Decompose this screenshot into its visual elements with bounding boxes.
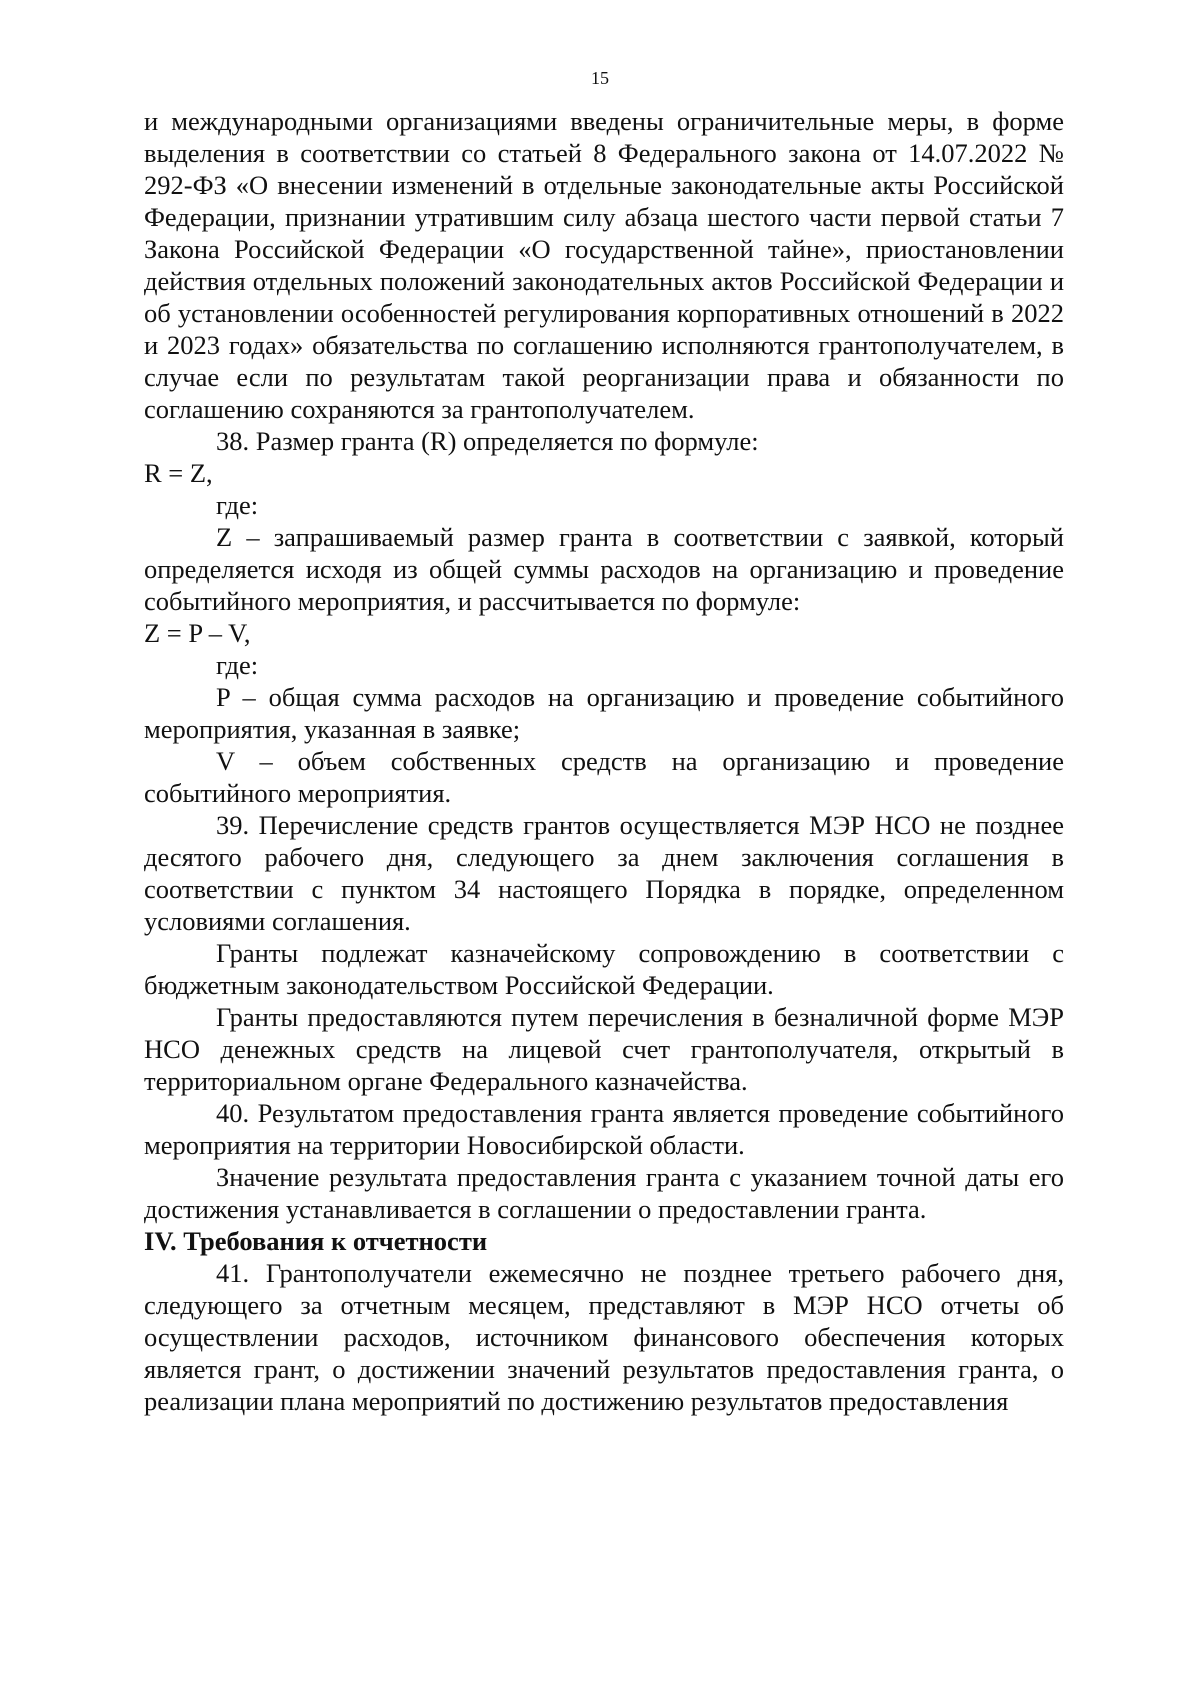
definition-p: P – общая сумма расходов на организацию и проведение событийного мероприятия, указанная в заявке; [144,682,1064,744]
paragraph-40: 40. Результатом предоставления гранта является проведение событийного мероприятия на территории Новосибирской области. [144,1098,1064,1160]
paragraph-39-treasury: Гранты подлежат казначейскому сопровождению в соответствии с бюджетным законодательством Российской Федерации. [144,938,1064,1000]
document-body [144,105,1064,1417]
section-heading: IV. Требования к отчетности [144,1226,488,1256]
formula-r: R = Z, [144,458,213,488]
paragraph-40-value: Значение результата предоставления гранта с указанием точной даты его достижения устанавливается в соглашении о предоставлении гранта. [144,1162,1064,1224]
paragraph-39-transfer: Гранты предоставляются путем перечисления в безналичной форме МЭР НСО денежных средств на лицевой счет грантополучателя, открытый в территориальном органе Федерального казначейства. [144,1002,1064,1096]
definition-v: V – объем собственных средств на организацию и проведение событийного мероприятия. [144,746,1064,808]
where-label: где: [216,650,259,680]
where-label: где: [216,490,259,520]
paragraph-38: 38. Размер гранта (R) определяется по формуле: [216,426,759,456]
paragraph-continuation: и международными организациями введены ограничительные меры, в форме выделения в соответствии со статьей 8 Федерального закона от 14.07.2022 № 292-ФЗ «О внесении изменений в отдельные законодательные акты Российской Федерации, признании утратившим силу абзаца шестого части первой статьи 7 Закона Российской Федерации «О государственной тайне», приостановлении действия отдельных положений законодательных актов Российской Федерации и об установлении особенностей регулирования корпоративных отношений в 2022 и 2023 годах» обязательства по соглашению исполняются грантополучателем, в случае если по результатам такой реорганизации права и обязанности по соглашению сохраняются за грантополучателем. [144,106,1064,424]
page-number: 15 [591,68,609,88]
formula-z: Z = P – V, [144,618,251,648]
paragraph-39: 39. Перечисление средств грантов осуществляется МЭР НСО не позднее десятого рабочего дня, следующего за днем заключения соглашения в соответствии с пунктом 34 настоящего Порядка в порядке, определенном условиями соглашения. [144,810,1064,936]
paragraph-41: 41. Грантополучатели ежемесячно не позднее третьего рабочего дня, следующего за отчетным месяцем, представляют в МЭР НСО отчеты об осуществлении расходов, источником финансового обеспечения которых является грант, о достижении значений результатов предоставления гранта, о реализации плана мероприятий по достижению результатов предоставления [144,1258,1064,1416]
definition-z: Z – запрашиваемый размер гранта в соответствии с заявкой, который определяется исходя из общей суммы расходов на организацию и проведение событийного мероприятия, и рассчитывается по формуле: [144,522,1064,616]
